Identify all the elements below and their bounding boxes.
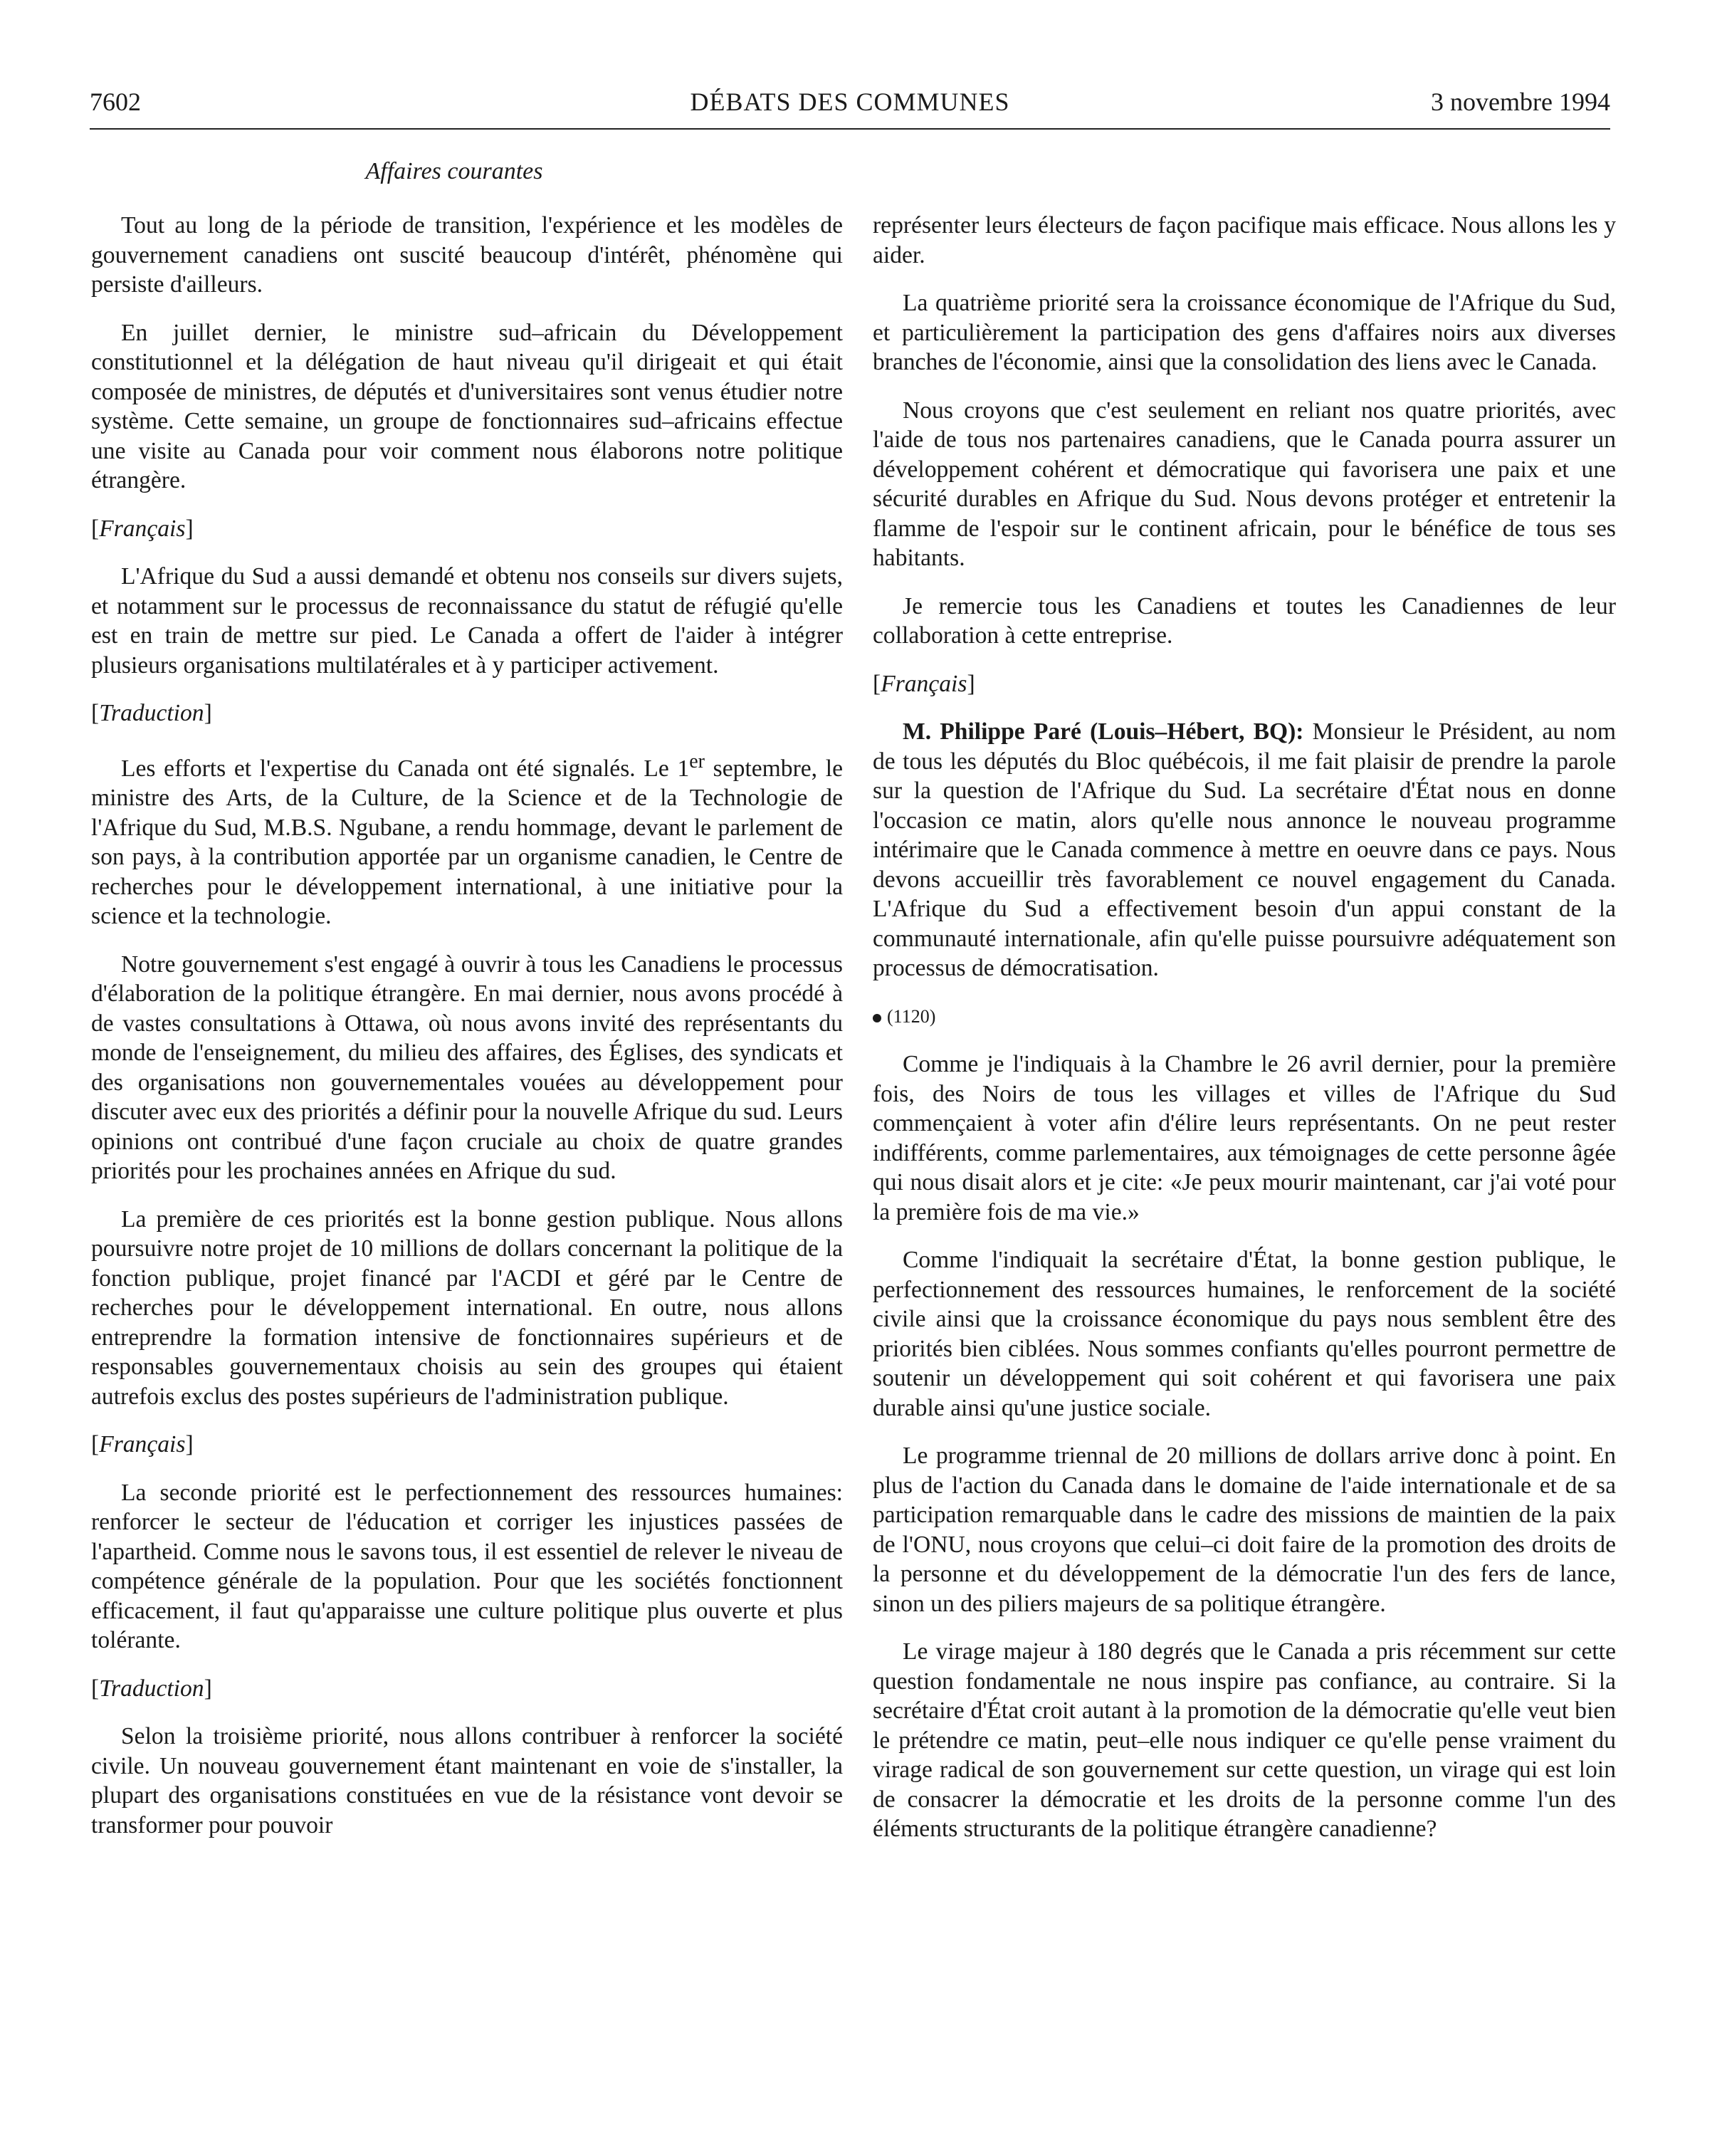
publication-title: DÉBATS DES COMMUNES	[690, 88, 1010, 116]
paragraph: Comme l'indiquait la secrétaire d'État, la bonne gestion publique, le perfectionnement des ressources humaines, le renforcement de la société civile ainsi que la croissance économique du pays nous semblent être des priorités bien ciblées. Nous sommes confiants qu'elles pourront permettre de soutenir un développement qui soit cohérent et qui favorisera une paix durable ainsi qu'une justice sociale.	[873, 1247, 1616, 1421]
paragraph: Le programme triennal de 20 millions de dollars arrive donc à point. En plus de l'action du Canada dans le domaine de l'aide internationale et de sa participation remarquable dans le cadre des missions de maintien de la paix de l'ONU, nous croyons que celui–ci doit faire de la promotion des droits de la personne et du développement de la démocratie l'un des fers de lance, sinon un des piliers majeurs de sa politique étrangère.	[873, 1443, 1616, 1617]
paragraph: Comme je l'indiquais à la Chambre le 26 avril dernier, pour la première fois, des Noirs de tous les villages et villes de l'Afrique du Sud commençaient à voter afin d'élire leurs représentants. On ne peut rester indifférents, comme parlementaires, aux témoignages de cette personne âgée qui nous disait alors et je cite: «Je peux mourir maintenant, car j'ai voté pour la première fois de ma vie.»	[873, 1051, 1616, 1225]
right-column	[873, 211, 1616, 1863]
paragraph: Selon la troisième priorité, nous allons contribuer à renforcer la société civile. Un nouveau gouvernement étant maintenant en voie de s'installer, la plupart des organisations constituées en vue de la résistance vont devoir se transformer pour pouvoir	[91, 1723, 843, 1838]
paragraph: Nous croyons que c'est seulement en reliant nos quatre priorités, avec l'aide de tous nos partenaires canadiens, que le Canada pourra assurer un développement cohérent et démocratique qui favorisera une paix et une sécurité durables en Afrique du Sud. Nous devons protéger et entretenir la flamme de l'espoir sur le continent africain, pour le bénéfice de tous ses habitants.	[873, 397, 1616, 571]
paragraph: représenter leurs électeurs de façon pacifique mais efficace. Nous allons les y aider.	[873, 212, 1616, 268]
paragraph: La seconde priorité est le perfectionnement des ressources humaines: renforcer le secteur de l'éducation et corriger les injustices passées de l'apartheid. Comme nous le savons tous, il est essentiel de relever le niveau de compétence générale de la population. Pour que les sociétés fonctionnent efficacement, il faut qu'apparaisse une culture politique plus ouverte et plus tolérante.	[91, 1479, 843, 1654]
page-date: 3 novembre 1994	[1431, 88, 1610, 116]
paragraph: Je remercie tous les Canadiens et toutes les Canadiennes de leur collaboration à cette entreprise.	[873, 592, 1616, 649]
paragraph: La quatrième priorité sera la croissance économique de l'Afrique du Sud, et particulièrement la participation des gens d'affaires noirs aux diverses branches de l'économie, ainsi que la consolidation des liens avec le Canada.	[873, 290, 1616, 375]
page-header	[90, 84, 1610, 130]
language-label: [Français]	[873, 670, 975, 697]
language-label: [Français]	[91, 1431, 194, 1458]
language-label: [Traduction]	[91, 1675, 212, 1702]
section-title: Affaires courantes	[365, 158, 543, 184]
paragraph: Les efforts et l'expertise du Canada ont été signalés. Le 1er septembre, le ministre des Arts, de la Culture, de la Science et de la Technologie de l'Afrique du Sud, M.B.S. Ngubane, a rendu hommage, devant le parlement de son pays, à la contribution apportée par un organisme canadien, le Centre de recherches pour le développement international, à une initiative pour la science et la technologie.	[91, 750, 843, 930]
language-label: [Traduction]	[91, 700, 212, 726]
paragraph: La première de ces priorités est la bonne gestion publique. Nous allons poursuivre notre projet de 10 millions de dollars concernant la politique de la fonction publique, projet financé par l'ACDI et géré par le Centre de recherches pour le développement international. En outre, nous allons entreprendre la formation intensive de fonctionnaires supérieurs et de responsables gouvernementaux choisis au sein des groupes qui étaient autrefois exclus des postes supérieurs de l'administration publique.	[91, 1205, 843, 1410]
paragraph: L'Afrique du Sud a aussi demandé et obtenu nos conseils sur divers sujets, et notamment sur le processus de reconnaissance du statut de réfugié qu'elle est en train de mettre sur pied. Le Canada a offert de l'aider à intégrer plusieurs organisations multilatérales et à y participer activement.	[91, 563, 843, 679]
speaker-name: M. Philippe Paré (Louis–Hébert, BQ):	[903, 718, 1304, 745]
paragraph: En juillet dernier, le ministre sud–africain du Développement constitutionnel et la délégation de haut niveau qu'il dirigeait et qui était composée de ministres, de députés et d'universitaires sont venus étudier notre système. Cette semaine, un groupe de fonctionnaires sud–africains effectue une visite au Canada pour voir comment nous élaborons notre politique étrangère.	[91, 319, 843, 493]
paragraph: Tout au long de la période de transition, l'expérience et les modèles de gouvernement canadiens ont suscité beaucoup d'intérêt, phénomène qui persiste d'ailleurs.	[91, 212, 843, 298]
page-number: 7602	[90, 88, 141, 116]
paragraph: Le virage majeur à 180 degrés que le Canada a pris récemment sur cette question fondamentale ne nous inspire pas confiance, au contraire. Si la secrétaire d'État croit autant à la promotion de la démocratie qu'elle veut bien le prétendre ce matin, peut–elle nous indiquer ce qu'elle pense vraiment du virage radical de son gouvernement sur cette question, un virage qui est loin de consacrer la démocratie et les droits de la personne comme l'un des éléments structurants de la politique étrangère canadienne?	[873, 1638, 1616, 1842]
time-marker: (1120)	[873, 1002, 1616, 1032]
language-label: [Français]	[91, 515, 194, 542]
left-column	[91, 211, 843, 1858]
paragraph: M. Philippe Paré (Louis–Hébert, BQ): Monsieur le Président, au nom de tous les députés du Bloc québécois, il me fait plaisir de prendre la parole sur la question de l'Afrique du Sud. La secrétaire d'État nous en donne l'occasion ce matin, alors qu'elle nous annonce le nouveau programme intérimaire que le Canada commence à mettre en oeuvre dans ce pays. Nous devons accueillir très favorablement ce nouvel engagement du Canada. L'Afrique du Sud a effectivement besoin d'un appui constant de la communauté internationale, afin qu'elle puisse poursuivre adéquatement son processus de démocratisation.	[873, 718, 1616, 981]
paragraph: Notre gouvernement s'est engagé à ouvrir à tous les Canadiens le processus d'élaboration de la politique étrangère. En mai dernier, nous avons procédé à de vastes consultations à Ottawa, où nous avons invité des représentants du monde de l'enseignement, du milieu des affaires, des Églises, des syndicats et des organisations non gouvernementales vouées au développement pour discuter avec eux des priorités a définir pour la nouvelle Afrique du sud. Leurs opinions ont contribué d'une façon cruciale au choix de quatre grandes priorités pour les prochaines années en Afrique du sud.	[91, 951, 843, 1185]
bullet-icon	[873, 1014, 881, 1022]
